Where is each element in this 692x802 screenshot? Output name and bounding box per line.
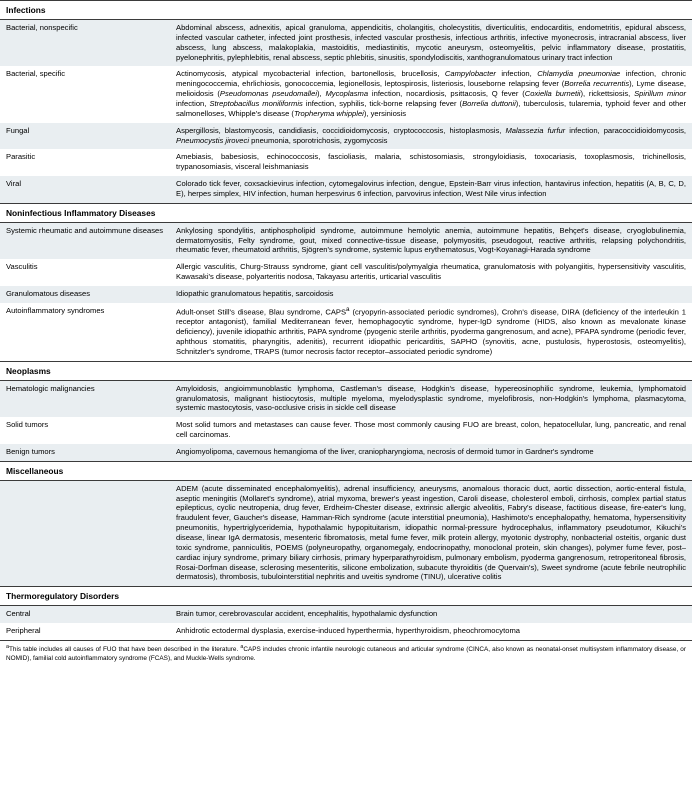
row-label: Autoinflammatory syndromes	[6, 305, 105, 315]
row-label: Bacterial, nonspecific	[0, 19, 172, 66]
table-row	[0, 417, 692, 444]
row-label: Peripheral	[6, 626, 41, 636]
row-label: Benign tumors	[0, 444, 172, 461]
row-label: Solid tumors	[6, 420, 49, 430]
row-label: Systemic rheumatic and autoimmune diseases	[0, 222, 172, 259]
row-label: Viral	[0, 176, 172, 203]
section-title: Infections	[0, 1, 692, 20]
table-body	[0, 1, 692, 640]
row-value: Amyloidosis, angioimmunoblastic lymphoma, Castleman's disease, Hodgkin's disease, hypereosinophilic syndrome, leukemia, lymphomatoid granulomatosis, malignant histiocytosis, multiple myeloma, myelodysplastic syndrome, myelofibrosis, non-Hodgkin's lymphoma, plasmacytoma, systemic mastocytosis, vaso-occlusive crisis in sickle cell disease	[172, 380, 692, 417]
row-value: ADEM (acute disseminated encephalomyelitis), adrenal insufficiency, aneurysms, anomalous thoracic duct, aortic dissection, aortic-enteral fistula, aseptic meningitis (Mollaret's syndrome), atrial myxoma, brewer's yeast ingestion, Caroli disease, cholesterol emboli, cirrhosis, complex partial status epilepticus, cyclic neutropenia, drug fever, Erdheim-Chester disease, extrinsic allergic alveolitis, Fabry's disease, factitious disease, fire-eater's lung, fraudulent fever, Gaucher's disease, Hamman-Rich syndrome (acute interstitial pneumonia), Hashimoto's encephalopathy, hematoma, hypersensitivity pneumonitis, hypertriglyceridemia, hypothalamic hypopituitarism, idiopathic normal-pressure hydrocephalus, inflammatory pseudotumor, Kikuchi's disease, linear IgA dermatosis, mesenteric fibromatosis, metal fume fever, milk protein allergy, myotonic dystrophy, nonbacterial osteitis, organic dust toxic syndrome, panniculitis, POEMS (polyneuropathy, organomegaly, endocrinopathy, monoclonal protein, skin changes), polymer fume fever, post–cardiac injury syndrome, primary biliary cirrhosis, primary hyperparathyroidism, pulmonary embolism, pyoderma gangrenosum, retroperitoneal fibrosis, Rosai-Dorfman disease, sclerosing mesenteritis, silicone embolization, subacute thyroiditis (de Quervain's), Sweet syndrome (acute febrile neutrophilic dermatosis), thrombosis, tubulointerstitial nephritis and uveitis syndrome (TINU), ulcerative colitis	[172, 480, 692, 587]
row-value: Abdominal abscess, adnexitis, apical granuloma, appendicitis, cholangitis, cholecystitis, diverticulitis, endocarditis, endometritis, epidural abscess, infected vascular catheter, infected joint prosthesis, infected vascular prosthesis, infectious arthritis, infective myonecrosis, intracranial abscess, liver abscess, lung abscess, malakoplakia, mastoiditis, mediastinitis, mycotic aneurysm, osteomyelitis, pelvic inflammatory disease, prostatitis, pyelonephritis, pylephlebitis, renal abscess, septic phlebitis, sinusitis, spondylodiscitis, xanthogranulomatous urinary tract infection	[172, 19, 692, 66]
row-label: Bacterial, specific	[6, 69, 66, 79]
table-row	[0, 66, 692, 122]
row-label: Hematologic malignancies	[0, 380, 172, 417]
table-row	[0, 259, 692, 286]
row-value: Adult-onset Still's disease, Blau syndrome, CAPS$^a$ (cryopyrin-associated periodic syndromes), Crohn's disease, DIRA (deficiency of the interleukin 1 receptor antagonist), familial Mediterranean fever, hemophagocytic syndrome, hyper-IgD syndrome (HIDS, also known as mevalonate kinase deficiency), juvenile idiopathic arthritis, PAPA syndrome (pyogenic sterile arthritis, pyoderma gangrenosum, and acne), PFAPA syndrome (periodic fever, aphthous stomatitis, pharyngitis, adenitis), recurrent idiopathic pericarditis, SAPHO (synovitis, acne, pustulosis, hyperostosis, osteomyelitis), Schnitzler's syndrome, TRAPS (tumor necrosis factor receptor–associated periodic syndrome)	[176, 305, 686, 356]
row-value: Allergic vasculitis, Churg-Strauss syndrome, giant cell vasculitis/polymyalgia rheumatica, granulomatosis with polyangiitis, hypersensitivity vasculitis, Kawasaki's disease, polyarteritis nodosa, Takayasu arteritis, urticarial vasculitis	[176, 262, 686, 282]
table-row	[0, 176, 692, 203]
section-title: Neoplasms	[0, 361, 692, 380]
row-label: Granulomatous diseases	[0, 286, 172, 303]
section-header-row	[0, 1, 692, 20]
row-value: Amebiasis, babesiosis, echinococcosis, fascioliasis, malaria, schistosomiasis, strongyloidiasis, toxocariasis, toxoplasmosis, trichinellosis, trypanosomiasis, visceral leishmaniasis	[176, 152, 686, 172]
row-value: Actinomycosis, atypical mycobacterial infection, bartonellosis, brucellosis, Campylobacter infection, Chlamydia pneumoniae infection, chronic meningococcemia, ehrlichiosis, gonococcemia, legionellosis, leptospirosis, listeriosis, louseborne relapsing fever (Borrelia recurrentis), Lyme disease, melioidosis (Pseudomonas pseudomallei), Mycoplasma infection, nocardiosis, psittacosis, Q fever (Coxiella burnetii), rickettsiosis, Spirillum minor infection, Streptobacillus moniliformis infection, syphilis, tick-borne relapsing fever (Borrelia duttonii), tuberculosis, tularemia, typhoid fever and other salmonelloses, Whipple's disease (Tropheryma whipplei), yersiniosis	[176, 69, 687, 118]
row-value: Anhidrotic ectodermal dysplasia, exercise-induced hyperthermia, hyperthyroidism, pheochromocytoma	[176, 626, 520, 636]
row-label: Parasitic	[6, 152, 36, 162]
row-value: Brain tumor, cerebrovascular accident, encephalitis, hypothalamic dysfunction	[172, 606, 692, 623]
section-header-row	[0, 203, 692, 222]
table-row	[0, 222, 692, 259]
table-row	[0, 623, 692, 640]
row-label	[0, 480, 172, 587]
table-row	[0, 123, 692, 150]
table-row	[0, 380, 692, 417]
table-footnote: $^a$This table includes all causes of FUO that have been described in the literature. $^a$CAPS includes chronic infantile neurologic cutaneous and articular syndrome (CINCA, also known as neonatal-onset multisystem inflammatory disease, or NOMID), familial cold autoinflammatory syndrome (FCAS), and Muckle-Wells syndrome.	[0, 640, 692, 669]
section-header-row	[0, 587, 692, 606]
section-header-row	[0, 361, 692, 380]
row-value: Angiomyolipoma, cavernous hemangioma of the liver, craniopharyngioma, necrosis of dermoid tumor in Gardner's syndrome	[172, 444, 692, 461]
row-label: Central	[0, 606, 172, 623]
row-label: Fungal	[0, 123, 172, 150]
section-header-row	[0, 461, 692, 480]
row-value: Colorado tick fever, coxsackievirus infection, cytomegalovirus infection, dengue, Epstein-Barr virus infection, hantavirus infection, hepatitis (A, B, C, D, E), herpes simplex, HIV infection, human herpesvirus 6 infection, parvovirus infection, West Nile virus infection	[172, 176, 692, 203]
row-value: Ankylosing spondylitis, antiphospholipid syndrome, autoimmune hemolytic anemia, autoimmune hepatitis, Behçet's disease, cryoglobulinemia, dermatomyositis, Felty syndrome, gout, mixed connective-tissue disease, polymyositis, pseudogout, reactive arthritis, relapsing polychondritis, rheumatic fever, rheumatoid arthritis, Sjögren's syndrome, systemic lupus erythematosus, Vogt-Koyanagi-Harada syndrome	[172, 222, 692, 259]
table-row	[0, 303, 692, 361]
table-row	[0, 149, 692, 176]
row-value: Most solid tumors and metastases can cause fever. Those most commonly causing FUO are breast, colon, hepatocellular, lung, pancreatic, and renal cell carcinomas.	[176, 420, 686, 440]
section-title: Noninfectious Inflammatory Diseases	[0, 203, 692, 222]
table-row	[0, 480, 692, 587]
row-value: Aspergillosis, blastomycosis, candidiasis, coccidioidomycosis, cryptococcosis, histoplasmosis, Malassezia furfur infection, paracoccidioidomycosis, Pneumocystis jiroveci pneumonia, sporotrichosis, zygomycosis	[172, 123, 692, 150]
row-value: Idiopathic granulomatous hepatitis, sarcoidosis	[172, 286, 692, 303]
table-row	[0, 444, 692, 461]
table-row	[0, 286, 692, 303]
row-label: Vasculitis	[6, 262, 38, 272]
table-row	[0, 19, 692, 66]
section-title: Miscellaneous	[0, 461, 692, 480]
table-row	[0, 606, 692, 623]
section-title: Thermoregulatory Disorders	[0, 587, 692, 606]
